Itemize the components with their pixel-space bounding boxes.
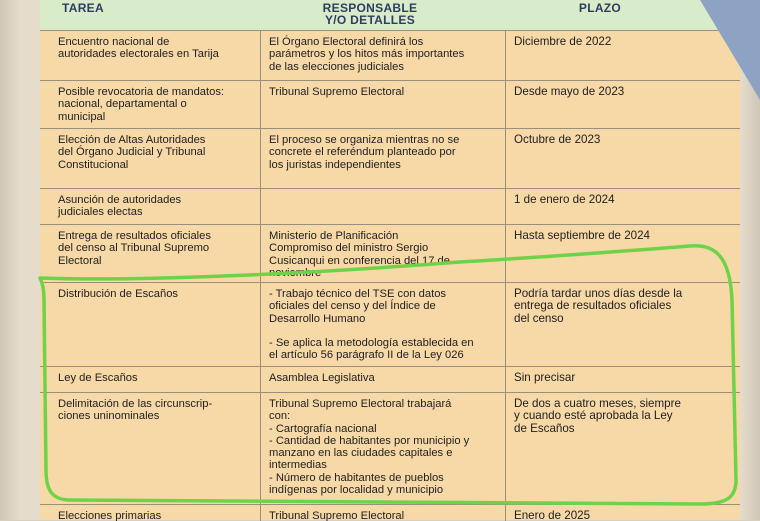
- task-cell: Delimitación de las circunscrip- ciones uninominales: [58, 398, 213, 423]
- table-row: [40, 392, 740, 505]
- deadline-cell: Diciembre de 2022: [505, 31, 740, 81]
- schedule-table: [40, 30, 740, 520]
- responsible-cell: El proceso se organiza mientras no se concrete el referéndum planteado por los juristas independientes: [260, 129, 505, 189]
- header-deadline: PLAZO: [578, 1, 622, 15]
- table-row: [40, 224, 740, 283]
- deadline-cell: Podría tardar unos días desde la entrega de resultados oficiales del censo: [505, 283, 740, 367]
- table-row: [40, 188, 740, 225]
- task-cell: Posible revocatoria de mandatos: nacional, departamental o municipal: [58, 86, 225, 123]
- table-row: [40, 30, 740, 81]
- task-cell: Encuentro nacional de autoridades electorales en Tarija: [58, 36, 219, 61]
- table-header: [40, 0, 740, 30]
- task-cell: Entrega de resultados oficiales del censo al Tribunal Supremo Electoral: [58, 230, 211, 267]
- responsible-cell: [260, 189, 505, 225]
- responsible-cell: El Órgano Electoral definirá los parámetros y los hitos más importantes de las elecciones judiciales: [260, 31, 505, 81]
- task-cell: Asunción de autoridades judiciales electas: [58, 194, 182, 219]
- responsible-cell: Tribunal Supremo Electoral: [260, 81, 505, 129]
- deadline-cell: Enero de 2025: [505, 505, 740, 521]
- header-task: TAREA: [62, 1, 104, 15]
- task-cell: Ley de Escaños: [58, 372, 138, 384]
- corner-decoration: [700, 0, 760, 100]
- table-row: [40, 128, 740, 189]
- responsible-cell: Ministerio de Planificación Compromiso del ministro Sergio Cusicanqui en conferencia del 17 de noviembre: [260, 225, 505, 283]
- table-row: [40, 366, 740, 393]
- responsible-cell: Asamblea Legislativa: [260, 367, 505, 393]
- responsible-cell: - Trabajo técnico del TSE con datos oficiales del censo y del Índice de Desarrollo Humano - Se aplica la metodología establecida en el artículo 56 parágrafo II de la Ley 026: [260, 283, 505, 367]
- deadline-cell: Hasta septiembre de 2024: [505, 225, 740, 283]
- task-cell: Elección de Altas Autoridades del Órgano Judicial y Tribunal Constitucional: [58, 134, 206, 171]
- table-row: [40, 282, 740, 367]
- table-row: [40, 504, 740, 521]
- deadline-cell: De dos a cuatro meses, siempre y cuando esté aprobada la Ley de Escaños: [505, 393, 740, 505]
- deadline-cell: 1 de enero de 2024: [505, 189, 740, 225]
- responsible-cell: Tribunal Supremo Electoral trabajará con: - Cartografía nacional - Cantidad de habitantes por municipio y manzano en las ciudades capitales e intermedias - Número de habitantes de pueblos indígenas por localidad y municipio: [260, 393, 505, 505]
- deadline-cell: Sin precisar: [505, 367, 740, 393]
- task-cell: Elecciones primarias: [58, 510, 162, 521]
- deadline-cell: Octubre de 2023: [505, 129, 740, 189]
- deadline-cell: Desde mayo de 2023: [505, 81, 740, 129]
- table-row: [40, 80, 740, 129]
- task-cell: Distribución de Escaños: [58, 288, 179, 300]
- header-responsible: RESPONSABLE Y/O DETALLES: [322, 1, 418, 27]
- responsible-cell: Tribunal Supremo Electoral: [260, 505, 505, 521]
